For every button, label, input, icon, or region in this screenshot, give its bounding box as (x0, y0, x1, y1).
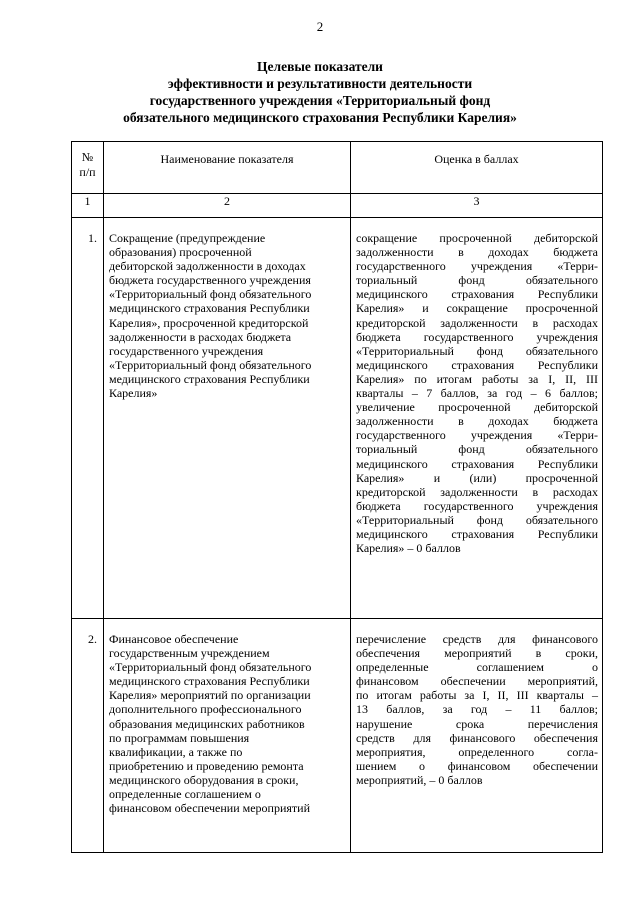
text-line: медицинского страхования Республики (109, 301, 310, 316)
text-line: шением о финансовом обеспечении (356, 758, 598, 773)
text-line: 13 баллов, за год – 11 баллов; (356, 702, 598, 717)
text-line: Сокращение (предупреждение (109, 231, 266, 245)
header-num (72, 142, 104, 194)
text-line: «Территориальный фонд обязательного (356, 512, 598, 527)
text-line: кредиторской задолженности в расходах (356, 484, 598, 499)
text-line: квалификации, а также по (109, 744, 243, 759)
table-row (72, 619, 603, 853)
header-num-line1: № (81, 150, 94, 164)
text-line: по программам повышения (109, 730, 250, 745)
header-indicator-name: Наименование показателя (104, 142, 351, 194)
text-line: медицинского оборудования в сроки, (109, 772, 299, 787)
indicators-table (71, 141, 603, 853)
text-line: обеспечения мероприятий в сроки, (356, 646, 598, 661)
text-line: образования медицинских работников (109, 716, 305, 731)
text-line: «Территориальный фонд обязательного (356, 343, 598, 358)
text-line: Карелия» по итогам работы за I, II, III (356, 371, 598, 386)
page-number: 2 (316, 19, 324, 34)
column-index: 1 (72, 194, 104, 218)
text-line: финансовом обеспечении мероприятий (109, 801, 310, 816)
text-line: задолженности в доходах бюджета (356, 245, 598, 260)
column-index: 3 (351, 194, 603, 218)
text-line: кредиторской задолженности в расходах (356, 315, 598, 330)
text-line: медицинского страхования Республики (356, 526, 598, 541)
text-line: Карелия» и сокращение просроченной (356, 301, 598, 316)
text-line: образования) просроченной (109, 245, 252, 260)
text-line: «Территориальный фонд обязательного (109, 357, 312, 372)
text-line: кварталы – 7 баллов, за год – 6 баллов; (356, 386, 598, 401)
text-line: медицинского страхования Республики (356, 287, 598, 302)
text-line: дебиторской задолженности в доходах (109, 259, 306, 274)
title-line: эффективности и результативности деятельности (167, 76, 473, 91)
text-line: «Территориальный фонд обязательного (109, 287, 312, 302)
text-line: Карелия», просроченной кредиторской (109, 315, 309, 330)
indicator-name-cell (104, 619, 351, 853)
indicator-name-cell (104, 218, 351, 619)
title-line: обязательного медицинского страхования Республики Карелия» (123, 110, 517, 125)
text-line: нарушение срока перечисления (356, 716, 598, 731)
text-line: медицинского страхования Республики (109, 371, 310, 386)
column-index: 2 (104, 194, 351, 218)
text-line: финансовом обеспечении мероприятий, (356, 674, 598, 689)
text-line: Карелия» (109, 386, 158, 401)
table-row (72, 218, 603, 619)
header-score: Оценка в баллах (351, 142, 603, 194)
text-line: государственного учреждения (109, 343, 264, 358)
title-line: государственного учреждения «Территориальный фонд (149, 93, 491, 108)
row-number: 2. (72, 619, 104, 853)
text-line: увеличение просроченной дебиторской (356, 400, 598, 415)
text-line: медицинского страхования Республики (109, 674, 310, 689)
text-line: средств для финансового обеспечения (356, 730, 598, 745)
text-line: бюджета государственного учреждения (356, 329, 598, 344)
score-cell (351, 218, 603, 619)
text-line: государственного учреждения «Терри- (356, 259, 598, 274)
text-line: Карелия» мероприятий по организации (109, 688, 311, 703)
text-line: сокращение просроченной дебиторской (356, 231, 598, 245)
score-cell (351, 619, 603, 853)
document-title (70, 58, 570, 126)
header-num-line2: п/п (79, 165, 96, 179)
text-line: медицинского страхования Республики (356, 357, 598, 372)
text-line: приобретению и проведению ремонта (109, 758, 304, 773)
column-index-row (72, 194, 603, 218)
text-line: Карелия» и (или) просроченной (356, 470, 598, 485)
text-line: государственного учреждения «Терри- (356, 428, 598, 443)
text-line: бюджета государственного учреждения (356, 498, 598, 513)
text-line: мероприятия, определенного согла- (356, 744, 598, 759)
text-line: бюджета государственного учреждения (109, 273, 311, 288)
text-line: задолженности в доходах бюджета (356, 414, 598, 429)
text-line: Финансовое обеспечение (109, 632, 239, 646)
text-line: определенные соглашением о (109, 787, 261, 802)
text-line: задолженности в расходах бюджета (109, 329, 292, 344)
text-line: Карелия» – 0 баллов (356, 541, 461, 556)
text-line: перечисление средств для финансового (356, 632, 598, 646)
text-line: мероприятий, – 0 баллов (356, 772, 483, 787)
text-line: по итогам работы за I, II, III кварталы – (356, 688, 598, 703)
text-line: ториальный фонд обязательного (356, 273, 598, 288)
title-line: Целевые показатели (257, 59, 383, 74)
text-line: определенные соглашением о (356, 660, 598, 675)
table-header-row (72, 142, 603, 194)
text-line: медицинского страхования Республики (356, 456, 598, 471)
text-line: ториальный фонд обязательного (356, 442, 598, 457)
text-line: дополнительного профессионального (109, 702, 302, 717)
row-number: 1. (72, 218, 104, 619)
text-line: «Территориальный фонд обязательного (109, 660, 312, 675)
text-line: государственным учреждением (109, 646, 270, 661)
